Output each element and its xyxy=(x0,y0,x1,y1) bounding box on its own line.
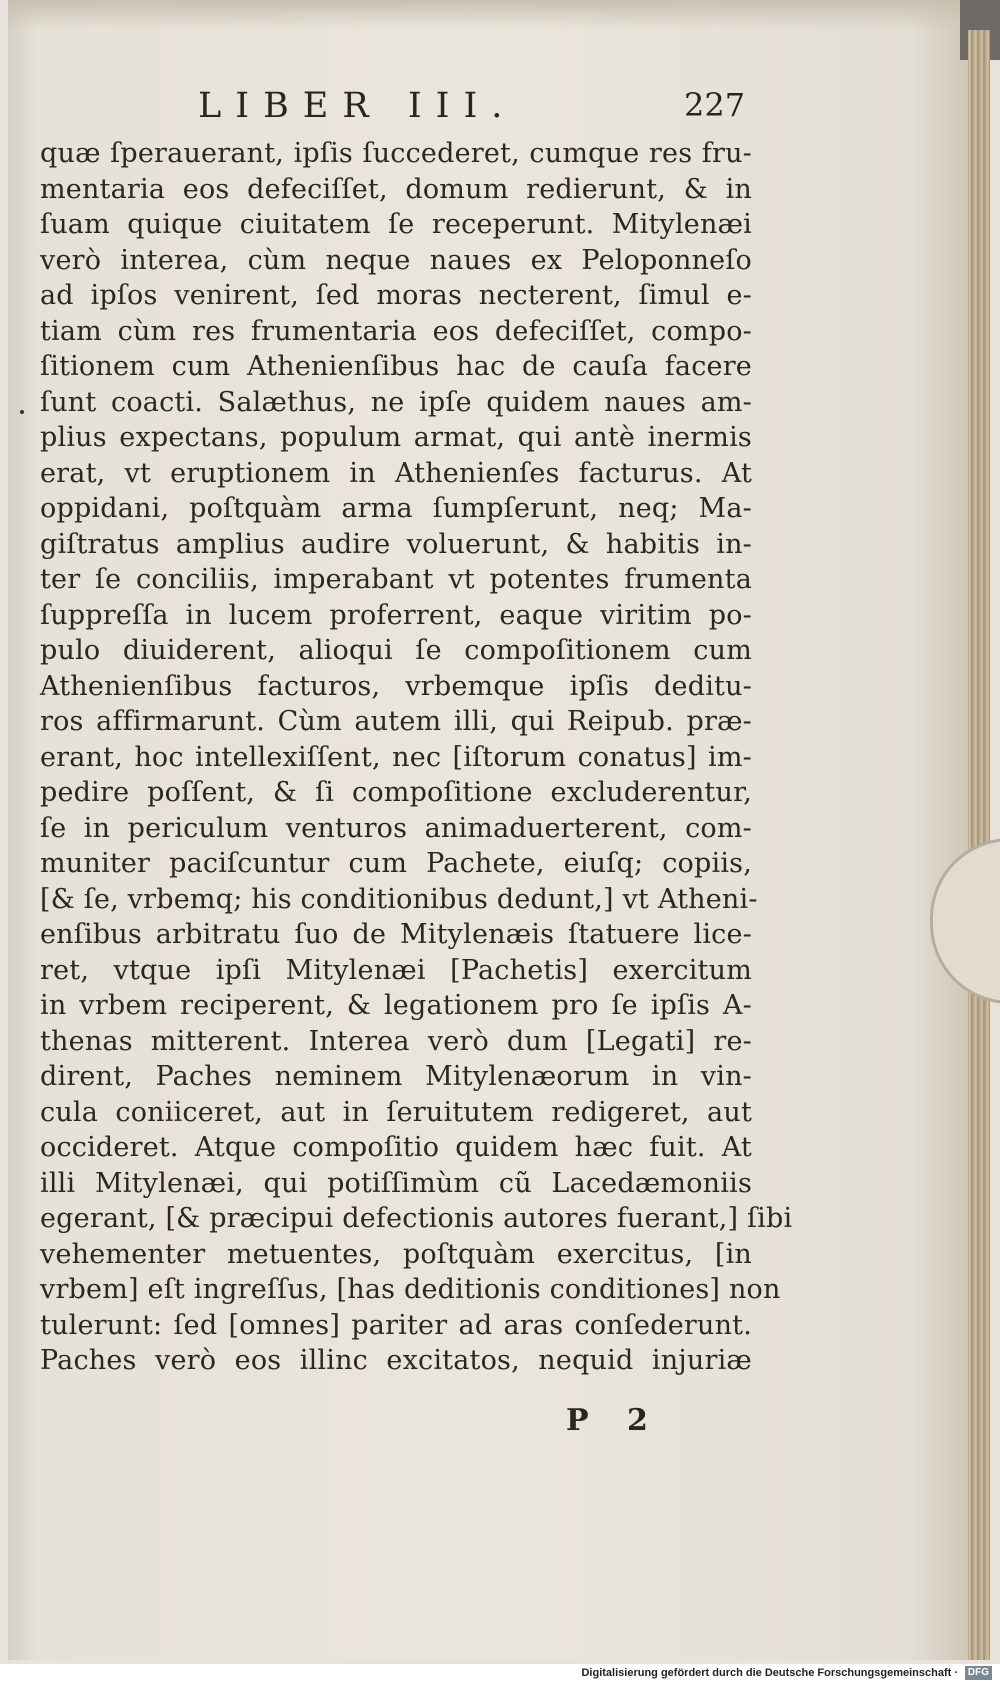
text-line: pedire poſſent, & ſi compoſitione excluderentur, xyxy=(40,777,752,808)
text-line: quæ ſperauerant, ipſis ſuccederet, cumque res fru- xyxy=(40,138,752,169)
text-line: ſunt coacti. Salæthus, ne ipſe quidem naues am- xyxy=(40,386,752,418)
text-line: pulo diuiderent, alioqui ſe compoſitionem cum xyxy=(40,635,752,666)
text-line: ad ipſos venirent, ſed moras necterent, ſimul e- xyxy=(40,280,752,311)
text-line: in vrbem reciperent, & legationem pro ſe ipſis A- xyxy=(40,990,752,1021)
text-line: plius expectans, populum armat, qui antè inermis xyxy=(40,422,752,453)
text-line: dirent, Paches neminem Mitylenæorum in vin- xyxy=(40,1061,752,1092)
text-line: illi Mitylenæi, qui potiſſimùm cũ Lacedæmoniis xyxy=(40,1167,752,1199)
footer-bar xyxy=(0,1664,1000,1684)
text-line: thenas mitterent. Interea verò dum [Legati] re- xyxy=(40,1025,752,1057)
text-line: ros affirmarunt. Cùm autem illi, qui Reipub. præ- xyxy=(40,706,752,737)
text-line: oppidani, poſtquàm arma ſumpſerunt, neq; Ma- xyxy=(40,493,752,524)
text-line: ret, vtque ipſi Mitylenæi [Pachetis] exercitum xyxy=(40,954,752,986)
text-line: ſuppreſſa in lucem proferrent, eaque viritim po- xyxy=(40,599,752,631)
text-line: ter ſe conciliis, imperabant vt potentes frumenta xyxy=(40,564,752,595)
text-block xyxy=(40,136,793,1379)
text-line: Athenienſibus facturos, vrbemque ipſis deditu- xyxy=(40,670,752,702)
text-line: ſe in periculum venturos animaduerterent, com- xyxy=(40,812,752,844)
ink-speck xyxy=(20,410,24,414)
dfg-logo[interactable]: DFG xyxy=(965,1666,992,1680)
text-line: tulerunt: ſed [omnes] pariter ad aras conſederunt. xyxy=(40,1309,752,1341)
text-line: erant, hoc intellexiſſent, nec [iſtorum conatus] im- xyxy=(40,741,752,773)
text-line: egerant, [& præcipui defectionis autores fuerant,] ſibi xyxy=(40,1203,793,1234)
text-line: ſitionem cum Athenienſibus hac de cauſa facere xyxy=(40,351,752,382)
text-line: enſibus arbitratu ſuo de Mitylenæis ſtatuere lice- xyxy=(40,919,752,950)
text-line: cula coniiceret, aut in ſeruitutem redigeret, aut xyxy=(40,1096,752,1128)
text-line: muniter paciſcuntur cum Pachete, eiuſq; copiis, xyxy=(40,848,752,879)
page-number: 227 xyxy=(684,86,746,124)
page-shadow-top xyxy=(8,0,968,30)
funding-note: Digitalisierung gefördert durch die Deutsche Forschungsgemeinschaft · xyxy=(581,1667,958,1679)
text-line: ſuam quique ciuitatem ſe receperunt. Mitylenæi xyxy=(40,209,752,240)
text-line: Paches verò eos illinc excitatos, nequid injuriæ xyxy=(40,1345,752,1376)
text-line: erat, vt eruptionem in Athenienſes facturus. At xyxy=(40,457,752,489)
text-line: occideret. Atque compoſitio quidem hæc fuit. At xyxy=(40,1132,752,1163)
text-line: giſtratus amplius audire voluerunt, & habitis in- xyxy=(40,528,752,560)
text-line: tiam cùm res frumentaria eos defeciſſet, compo- xyxy=(40,315,752,347)
text-line: vrbem] eſt ingreſſus, [has deditionis conditiones] non xyxy=(40,1274,781,1305)
running-head: LIBER III. xyxy=(198,86,517,126)
text-line: [& ſe, vrbemq; his conditionibus dedunt,] vt Atheni- xyxy=(40,883,758,915)
text-line: mentaria eos defeciſſet, domum redierunt, & in xyxy=(40,173,752,205)
text-line: vehementer metuentes, poſtquàm exercitus, [in xyxy=(40,1238,752,1270)
text-line: verò interea, cùm neque naues ex Peloponneſo xyxy=(40,244,752,276)
book-page xyxy=(8,0,968,1660)
signature-mark: P 2 xyxy=(566,1403,662,1438)
